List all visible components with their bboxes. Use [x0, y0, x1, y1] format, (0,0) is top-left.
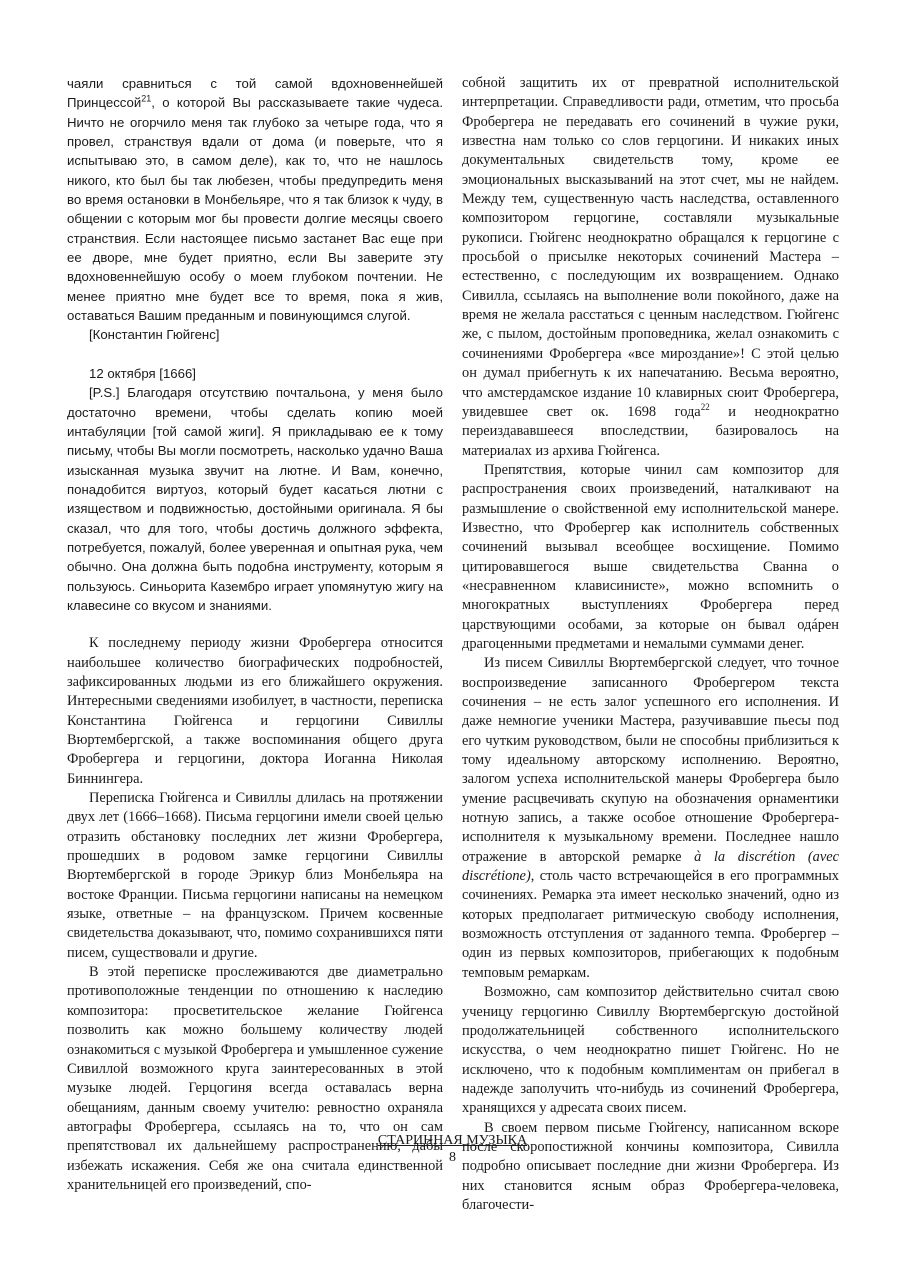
italic-remark: à la discrétion (avec discrétione) — [462, 848, 839, 885]
left-column — [67, 74, 443, 1195]
paragraph-text: , столь часто встречающейся в его программных сочинениях. Ремарка эта имеет несколько значений, одно из которых предполагает ритмическую свободу исполнения, возможность отступления от заданного темпа. Фробергер – один из первых композиторов, прибегающих к подобным темповым ремаркам. — [462, 868, 839, 981]
signature: [Константин Гюйгенс] — [89, 327, 220, 343]
right-column — [462, 74, 839, 1215]
footnote-ref-21[interactable]: 21 — [141, 93, 152, 104]
ps-text: [P.S.] Благодаря отсутствию почтальона, у меня было достаточно времени, чтобы сделать копию моей интабуляции [той самой жиги]. Я прикладываю ее к тому письму, чтобы Вы могли посмотреть, насколько удачно Ваша изысканная музыка звучит на лютне. И Вам, конечно, понадобится виртуоз, который будет касаться лютни с изяществом и подвижностью, достойными оригинала. Я бы сказал, что для того, чтобы достичь должного эффекта, потребуется, пожалуй, более уверенная и опытная рука, чем обычно. Она должна быть подобна инструменту, которым я пользуюсь. Синьорита Казембро играет упомянутую жигу на клавесине со вкусом и знаниями. — [67, 385, 443, 613]
page-footer — [0, 1132, 905, 1166]
ps-date: 12 октября [1666] — [89, 365, 196, 381]
page-number: 8 — [449, 1150, 456, 1165]
body-paragraph: Препятствия, которые чинил сам композитор для распространения своих произведений, наталкивают на размышление о свойственной ему исполнительской манере. Известно, что Фробергер как исполнитель собственных сочинений вызывал всеобщее восхищение. Помимо цитировавшегося выше свидетельства Сванна о «несравненном клависинисте», можно вспомнить о многократных выступлениях Фробергера перед царствующими особами, за которые он бывал одáрен драгоценными предметами и немалыми суммами денег. — [462, 461, 839, 652]
paragraph-text: Из писем Сивиллы Вюртембергской следует, что точное воспроизведение записанного Фробергером текста сочинения – не есть залог успешного его исполнения. И даже немногие ученики Мастера, разучивавшие пьесы под его чутким руководством, были не способны приблизиться к тому идеальному авторскому исполнению. Вероятно, залогом успеха исполнительской манеры Фробергера было умение расцвечивать скупую на обозначения орнаментики нотную запись, а также особое отношение Фробергера-исполнителя к музыкальному времени. Последнее нашло отражение в авторской ремарке — [462, 655, 839, 865]
letter-text — [67, 74, 443, 325]
body-paragraph: Переписка Гюйгенса и Сивиллы длилась на протяжении двух лет (1666–1668). Письма герцогини имели своей целью отразить обстановку последних лет жизни Фробергера, прошедших в родовом замке герцогини Сивиллы Вюртембергской в городе Эрикур близ Монбельяра на востоке Франции. Письма герцогини написаны на немецком языке, ответные – на французском. Причем косвенные свидетельства доказывают, что, помимо сохранившихся пяти писем, существовали и другие. — [67, 790, 443, 961]
body-paragraph — [462, 74, 839, 461]
body-paragraph: В этой переписке прослеживаются две диаметрально противоположные тенденции по отношению к наследию композитора: просветительское желание Гюйгенса позволить как можно большему количеству людей ознакомиться с музыкой Фробергера и умышленное сужение Сивиллой возможного круга заинтересованных в этой музыке людей. Герцогиня всегда оставалась верна обещаниям, данным своему учителю: ревностно охраняла автографы Фробергера, ссылаясь на то, что он сам препятствовал их дальнейшему распространению, дабы избежать искажения. Себя же она считала единственной хранительницей его произведений, спо- — [67, 964, 443, 1193]
paragraph-text: и неоднократно переиздававшееся впоследствии, базировалось на материалах из архива Гюйгенса. — [462, 403, 839, 459]
letter-text-b: , о которой Вы рассказываете такие чудеса. Ничто не огорчило меня так глубоко за четыре года, что я провел, странствуя вдали от дома (и поверьте, что я испытываю это, в самом деле), как то, что не нашлось никого, кто был бы так любезен, чтобы предупредить меня во время остановки в Монбельяре, что я так близок к чуду, в общении с которым мог бы провести долгие месяцы своего странствия. Если настоящее письмо застанет Вас еще при ее дворе, мне будет приятно, если Вы заверите эту вдохновеннейшую особу о моем глубоком почтении. Не менее приятно мне будет все то время, пока я жив, оставаться Вашим преданным и повинующимся слугой. — [67, 95, 443, 324]
body-paragraph: Возможно, сам композитор действительно считал свою ученицу герцогиню Сивиллу Вюртембергскую достойной продолжательницей собственного исполнительского искусства, о чем неоднократно пишет Гюйгенс. Но не исключено, что к подобным комплиментам он прибегал в надежде заполучить что-нибудь из сочинений Фробергера, хранящихся у адресата своих писем. — [462, 984, 839, 1117]
body-paragraph — [462, 654, 839, 983]
body-paragraph: В своем первом письме Гюйгенсу, написанном вскоре после скоропостижной кончины композитора, Сивилла подробно описывает последние дни жизни Фробергера. Из них становится ясным образ Фробергера-человека, благочести- — [462, 1119, 839, 1213]
letter-text-a: чаяли сравниться с той самой вдохновеннейшей Принцессой — [67, 76, 443, 111]
body-paragraph: К последнему периоду жизни Фробергера относится наибольшее количество биографических подробностей, зафиксированных людьми из его ближайшего окружения. Интересными сведениями изобилует, в частности, переписка Константина Гюйгенса и герцогини Сивиллы Вюртембергской, а также воспоминания общего друга Фробергера и герцогини, доктора Иоганна Николая Биннингера. — [67, 635, 443, 787]
footnote-ref-22[interactable]: 22 — [700, 402, 710, 413]
journal-title: СТАРИННАЯ МУЗЫКА — [377, 1133, 528, 1148]
paragraph-text: собной защитить их от превратной исполнительской интерпретации. Справедливости ради, отметим, что просьба Фробергера не передавать его сочинений в чужие руки, известна нам только со слов герцогини. И никаких иных документальных свидетельств тому, кроме ее эмоциональных высказываний на этот счет, мы не найдем. Между тем, существенную часть наследства, оставленного композитором герцогине, составляли музыкальные рукописи. Гюйгенс неоднократно обращался к герцогине с просьбой о присылке некоторых сочинений Мастера – естественно, с последующим их возвращением. Однако Сивилла, ссылаясь на выполнение воли покойного, даже на время не желала расстаться с ценным наследством. Гюйгенс же, с пылом, достойным проповедника, желал ознакомить с сочинениями Фробергера «все мироздание»! С этой целью он думал прибегнуть к их напечатанию. Весьма вероятно, что амстердамское издание 10 клавирных сюит Фробергера, увидевшее свет ок. 1698 года — [462, 75, 839, 420]
